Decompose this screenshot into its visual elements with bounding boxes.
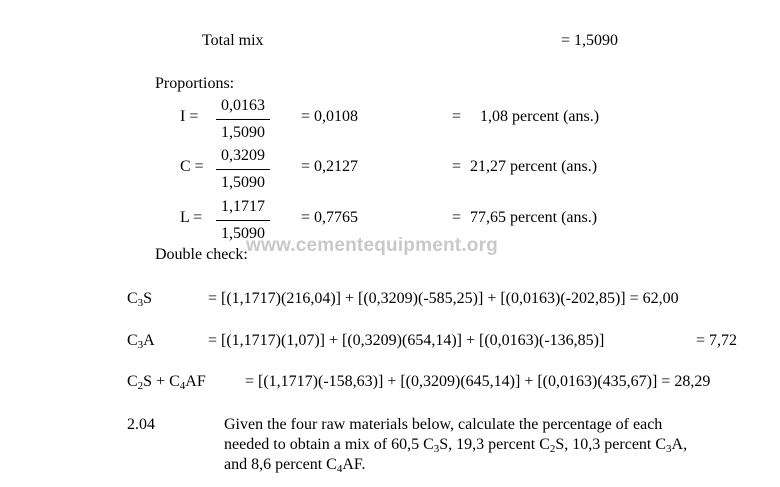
fraction-numerator: 0,3209 bbox=[216, 147, 270, 170]
problem-line-3: and 8,6 percent $C_4AF$. bbox=[224, 456, 366, 475]
result-i: 1,08 percent (ans.) bbox=[480, 108, 600, 125]
double-check-heading: Double check: bbox=[155, 246, 248, 263]
fraction-i bbox=[216, 97, 270, 142]
ratio-i: = 0,0108 bbox=[301, 108, 359, 125]
c3s-expression: = [(1,1717)(216,04)] + [(0,3209)(-585,25)] + [(0,0163)(-202,85)] = 62,00 bbox=[208, 290, 679, 307]
c3a-value: = 7,72 bbox=[696, 332, 738, 349]
result-l: 77,65 percent (ans.) bbox=[470, 209, 598, 226]
problem-number: 2.04 bbox=[127, 416, 155, 433]
watermark: www.cementequipment.org bbox=[246, 235, 498, 256]
c3a-expression: = [(1,1717)(1,07)] + [(0,3209)(654,14)] + [(0,0163)(-136,85)] bbox=[208, 332, 605, 349]
c2s-c4af-expression: = [(1,1717)(-158,63)] + [(0,3209)(645,14)] + [(0,0163)(435,67)] = 28,29 bbox=[245, 373, 711, 390]
equals-c: = bbox=[452, 158, 462, 175]
total-mix-value: = 1,5090 bbox=[561, 32, 619, 49]
problem-line-2: needed to obtain a mix of 60,5 $C_3S$, 19,3 percent $C_2S$, 10,3 percent $C_3A$, bbox=[224, 436, 688, 455]
fraction-numerator: 1,1717 bbox=[216, 198, 270, 221]
ratio-l: = 0,7765 bbox=[301, 209, 359, 226]
fraction-denominator: 1,5090 bbox=[221, 174, 265, 191]
proportions-heading: Proportions: bbox=[155, 75, 235, 92]
equals-l: = bbox=[452, 209, 462, 226]
ratio-c: = 0,2127 bbox=[301, 158, 359, 175]
fraction-denominator: 1,5090 bbox=[221, 225, 265, 242]
proportion-label-c: C = bbox=[180, 158, 204, 175]
fraction-c bbox=[216, 147, 270, 192]
problem-line-1: Given the four raw materials below, calculate the percentage of each bbox=[224, 416, 663, 433]
c3a-label: $C_3A$ bbox=[127, 332, 155, 351]
fraction-denominator: 1,5090 bbox=[221, 124, 265, 141]
c2s-c4af-label: $C_2S + C_4AF$ bbox=[127, 373, 206, 392]
total-mix-label: Total mix bbox=[202, 32, 264, 49]
equals-i: = bbox=[452, 108, 462, 125]
result-c: 21,27 percent (ans.) bbox=[470, 158, 598, 175]
proportion-label-i: I = bbox=[180, 108, 199, 125]
c3s-label: $C_3S$ bbox=[127, 290, 153, 309]
fraction-numerator: 0,0163 bbox=[216, 97, 270, 120]
proportion-label-l: L = bbox=[180, 209, 203, 226]
